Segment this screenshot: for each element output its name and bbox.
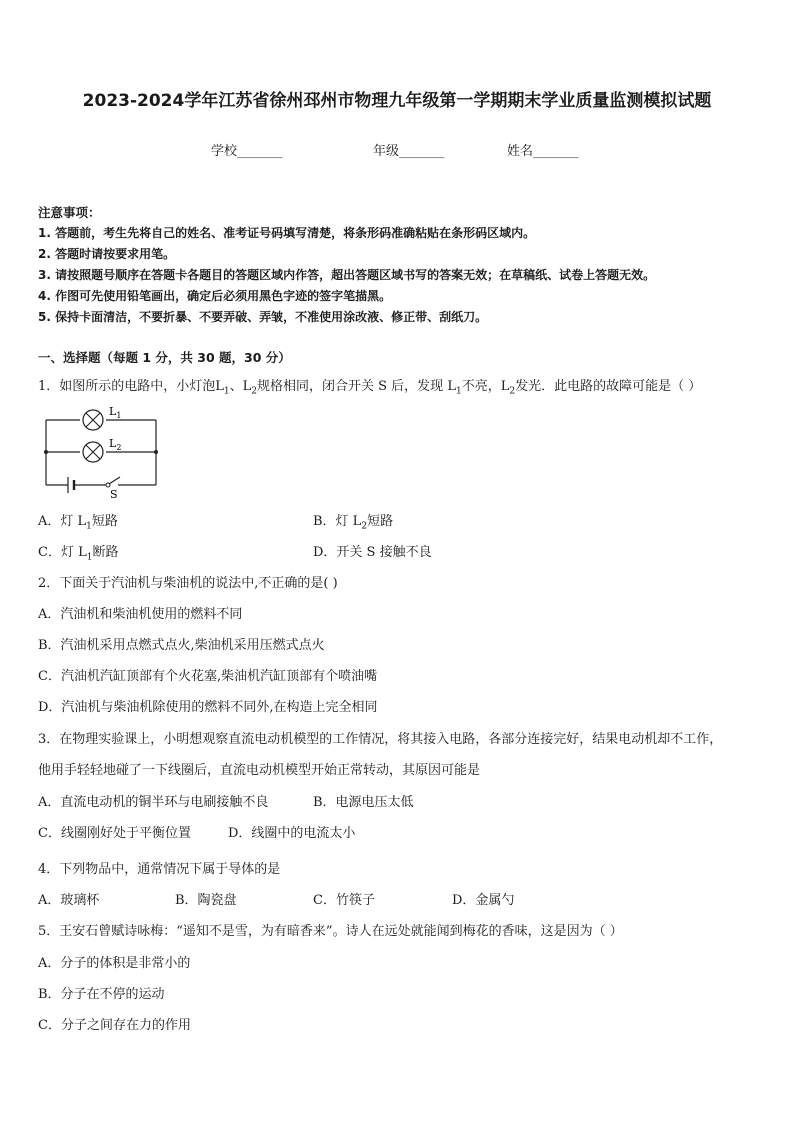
q4-option-d[interactable]: D．金属勺 xyxy=(452,893,515,908)
name-field[interactable]: 姓名_______ xyxy=(507,144,579,159)
l1-sub: 1 xyxy=(116,411,122,420)
q2-stem: 2．下面关于汽油机与柴油机的说法中,不正确的是( ) xyxy=(38,576,338,591)
l1-label: L xyxy=(109,405,117,418)
q5-option-b[interactable]: B．分子在不停的运动 xyxy=(38,987,165,1002)
q5-option-c[interactable]: C．分子之间存在力的作用 xyxy=(38,1018,191,1033)
q1-option-b[interactable]: B．灯 $L_2$短路 xyxy=(313,514,394,532)
circuit-diagram xyxy=(38,400,168,500)
q1-option-d[interactable]: D．开关 S 接触不良 xyxy=(313,545,432,560)
notice-item: 4. 作图可先使用铅笔画出，确定后必须用黑色字迹的签字笔描黑。 xyxy=(38,289,392,303)
grade-field[interactable]: 年级_______ xyxy=(373,144,445,159)
lamp-l2-icon xyxy=(83,442,103,462)
q5-option-a[interactable]: A．分子的体积是非常小的 xyxy=(38,956,191,971)
q1-option-c[interactable]: C．灯 $L_1$断路 xyxy=(38,545,119,563)
l2-sub: 2 xyxy=(116,443,122,452)
switch-icon xyxy=(106,477,120,487)
lamp-l1-icon xyxy=(83,410,103,430)
q3-option-a[interactable]: A．直流电动机的铜半环与电刷接触不良 xyxy=(38,795,269,810)
svg-text:L2 xyxy=(109,437,121,452)
notice-item: 3. 请按照题号顺序在答题卡各题目的答题区域内作答，超出答题区域书写的答案无效；在草稿纸、试卷上答题无效。 xyxy=(38,268,656,282)
school-field[interactable]: 学校_______ xyxy=(211,144,283,159)
q3-stem-line-2: 他用手轻轻地碰了一下线圈后，直流电动机模型开始正常转动，其原因可能是 xyxy=(38,763,481,778)
q4-stem: 4．下列物品中，通常情况下属于导体的是 xyxy=(38,862,281,877)
svg-text:L1 xyxy=(109,405,121,420)
notice-heading: 注意事项： xyxy=(38,205,101,220)
q3-option-d[interactable]: D．线圈中的电流太小 xyxy=(228,826,356,841)
notice-item: 1. 答题前，考生先将自己的姓名、准考证号码填写清楚，将条形码准确粘贴在条形码区域内。 xyxy=(38,226,536,240)
q4-option-b[interactable]: B．陶瓷盘 xyxy=(175,893,237,908)
switch-label: S xyxy=(110,488,118,500)
q3-option-c[interactable]: C．线圈刚好处于平衡位置 xyxy=(38,826,191,841)
q4-option-c[interactable]: C．竹筷子 xyxy=(313,893,375,908)
q1-option-a[interactable]: A．灯 $L_1$短路 xyxy=(38,514,118,532)
q2-option-d[interactable]: D．汽油机与柴油机除使用的燃料不同外,在构造上完全相同 xyxy=(38,700,378,715)
notice-item: 2. 答题时请按要求用笔。 xyxy=(38,247,176,261)
q2-option-b[interactable]: B．汽油机采用点燃式点火,柴油机采用压燃式点火 xyxy=(38,638,325,653)
q2-option-c[interactable]: C．汽油机汽缸顶部有个火花塞,柴油机汽缸顶部有个喷油嘴 xyxy=(38,669,378,684)
q5-stem: 5．王安石曾赋诗咏梅：“遥知不是雪，为有暗香来”。诗人在远处就能闻到梅花的香味，这是因为（ ） xyxy=(38,924,623,939)
notice-item: 5. 保持卡面清洁，不要折暴、不要弄破、弄皱，不准使用涂改液、修正带、刮纸刀。 xyxy=(38,310,488,324)
q2-option-a[interactable]: A．汽油机和柴油机使用的燃料不同 xyxy=(38,607,243,622)
l2-label: L xyxy=(109,437,117,450)
q1-stem: 1．如图所示的电路中，小灯泡$L_1$、$L_2$规格相同，闭合开关 S 后，发现 $L_1$不亮，$L_2$发光．此电路的故障可能是（ ） xyxy=(38,379,702,397)
section-heading: 一、选择题（每题 1 分，共 30 题，30 分） xyxy=(38,350,291,365)
page-title: 2023-2024学年江苏省徐州邳州市物理九年级第一学期期末学业质量监测模拟试题 xyxy=(82,91,712,111)
q3-option-b[interactable]: B．电源电压太低 xyxy=(313,795,414,810)
q3-stem-line-1: 3．在物理实验课上，小明想观察直流电动机模型的工作情况，将其接入电路，各部分连接完好，结果电动机却不工作， xyxy=(38,732,723,747)
battery-icon xyxy=(68,477,74,493)
q4-option-a[interactable]: A．玻璃杯 xyxy=(38,893,100,908)
